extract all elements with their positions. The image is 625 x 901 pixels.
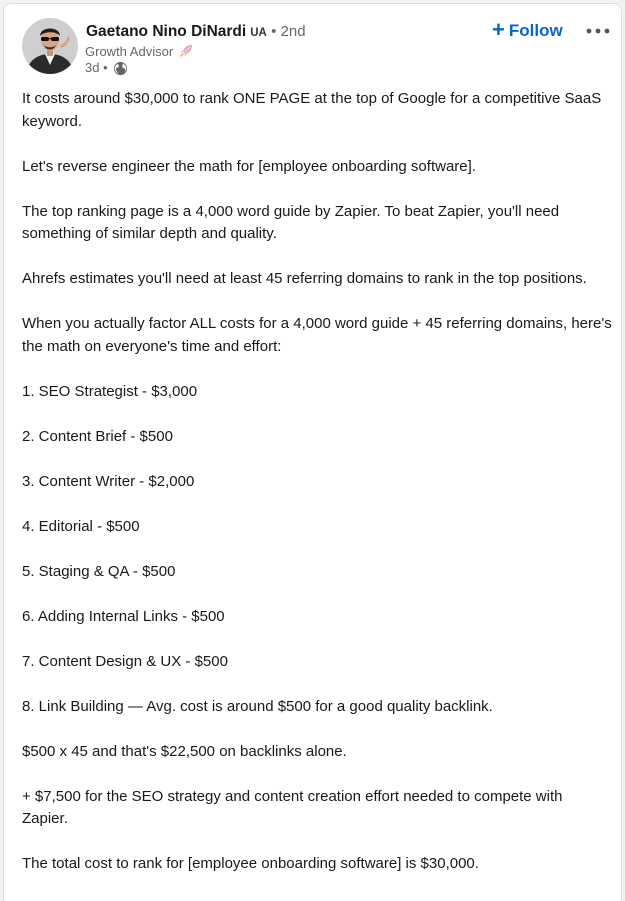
author-headline — [85, 44, 193, 60]
post-header — [4, 4, 621, 84]
post-card — [3, 3, 622, 901]
post-paragraph: $500 x 45 and that's $22,500 on backlinks alone. — [22, 742, 347, 760]
post-paragraph: The total cost to rank for [employee onboarding software] is $30,000. — [22, 855, 479, 872]
globe-icon — [113, 61, 128, 76]
author-name[interactable]: Gaetano Nino DiNardi UA • 2nd — [86, 23, 306, 40]
post-time: 3d • — [85, 60, 108, 75]
ellipsis-icon — [585, 27, 611, 35]
connection-degree: • 2nd — [271, 23, 306, 40]
rocket-icon — [179, 44, 193, 58]
post-paragraph: + $7,500 for the SEO strategy and content creation effort needed to compete with Zapier. — [22, 787, 563, 827]
cost-list-item: 8. Link Building — Avg. cost is around $500 for a good quality backlink. — [22, 697, 493, 715]
cost-list-item: 2. Content Brief - $500 — [22, 427, 173, 445]
author-headline-text: Growth Advisor — [85, 44, 174, 59]
cost-list-item: 5. Staging & QA - $500 — [22, 562, 176, 580]
plus-icon: + — [492, 17, 505, 42]
post-paragraph: When you actually factor ALL costs for a 4,000 word guide + 45 referring domains, here's the math on everyone's time and effort: — [22, 315, 612, 355]
author-avatar[interactable] — [22, 18, 78, 74]
cost-list-item: 1. SEO Strategist - $3,000 — [22, 382, 198, 400]
cost-list-item: 4. Editorial - $500 — [22, 517, 140, 535]
follow-label: Follow — [508, 21, 563, 40]
cost-list-item: 7. Content Design & UX - $500 — [22, 652, 228, 670]
cost-list-item: 3. Content Writer - $2,000 — [22, 472, 195, 490]
post-paragraph: It costs around $30,000 to rank ONE PAGE at the top of Google for a competitive SaaS keyword. — [22, 90, 602, 130]
post-body — [22, 88, 612, 898]
follow-button[interactable] — [488, 17, 567, 45]
author-badge: UA — [250, 27, 267, 39]
post-paragraph: The top ranking page is a 4,000 word guide by Zapier. To beat Zapier, you'll need something of similar depth and quality. — [22, 202, 560, 242]
post-meta — [85, 60, 128, 76]
post-paragraph: Let's reverse engineer the math for [employee onboarding software]. — [22, 157, 476, 175]
post-paragraph: Ahrefs estimates you'll need at least 45 referring domains to rank in the top positions. — [22, 270, 587, 287]
more-options-button[interactable] — [582, 16, 614, 46]
cost-list-item: 6. Adding Internal Links - $500 — [22, 607, 225, 625]
